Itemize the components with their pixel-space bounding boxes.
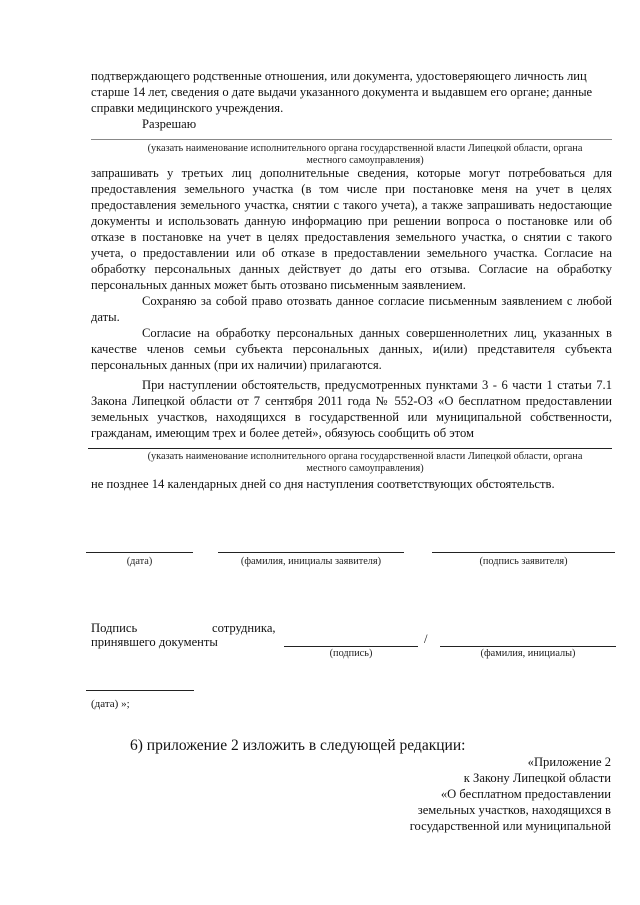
consent-paragraph: запрашивать у третьих лиц дополнительные сведения, которые могут потребоваться для предоставления земельного участка (в том числе при постановке меня на учет в целях предоставления земельного участка, снятии с такого учета), а также запрашивать недостающие документы и использовать данную информацию при решении вопроса о постановке или об отказе в постановке на учет в целях предоставления земельного участка, о снятии с такого учета, о предоставлении или об отказе в предоставлении земельного участка. Согласие на обработку персональных данных действует до даты его отзыва. Согласие на обработку персональных данных может быть отозвано письменным заявлением. — [91, 166, 612, 292]
authority-caption — [120, 451, 610, 475]
obligation-block — [91, 377, 612, 441]
employee-name-field-line[interactable] — [440, 646, 616, 647]
final-date-field-line[interactable] — [86, 690, 194, 691]
applicant-name-field-line[interactable] — [218, 552, 404, 553]
text-line: подтверждающего родственные отношения, или документа, удостоверяющего личность лиц — [91, 69, 587, 83]
employee-label: принявшего документы — [91, 635, 218, 649]
date-field-line[interactable] — [86, 552, 193, 553]
amendment-item: 6) приложение 2 изложить в следующей редакции: — [130, 737, 466, 754]
consent-block — [91, 165, 612, 373]
applicant-signature-caption: (подпись заявителя) — [479, 556, 568, 567]
consent-paragraph: Согласие на обработку персональных данных совершеннолетних лиц, указанных в качестве членов семьи субъекта персональных данных, и(или) представителя субъекта персональных данных (при их наличии) прилагаются. — [91, 326, 612, 372]
applicant-signature-field-line[interactable] — [432, 552, 615, 553]
appendix-header-line: «Приложение 2 — [527, 755, 611, 769]
appendix-header-line: «О бесплатном предоставлении — [440, 787, 611, 801]
consent-paragraph: Сохраняю за собой право отозвать данное согласие письменным заявлением с любой даты. — [91, 294, 612, 324]
caption-line: местного самоуправления) — [306, 463, 424, 474]
permit-label: Разрешаю — [142, 117, 197, 131]
appendix-header-line: к Закону Липецкой области — [463, 771, 611, 785]
appendix-header-line: государственной или муниципальной — [409, 819, 611, 833]
caption-line: (указать наименование исполнительного органа государственной власти Липецкой области, органа — [147, 143, 583, 154]
obligation-paragraph: При наступлении обстоятельств, предусмотренных пунктами 3 - 6 части 1 статьи 7.1 Закона Липецкой области от 7 сентября 2011 года № 552-ОЗ «О бесплатном предоставлении земельных участков, находящихся в государственной или муниципальной собственности, гражданам, имеющим трех и более детей», обязуюсь сообщить об этом — [91, 378, 612, 440]
appendix-header — [311, 754, 611, 834]
authority-caption — [120, 143, 610, 167]
authority-blank-line — [88, 448, 612, 449]
employee-name-caption: (фамилия, инициалы) — [480, 648, 576, 659]
text-line: старше 14 лет, сведения о дате выдачи указанного документа и выдавшем его органе; данные — [91, 85, 593, 99]
caption-line: (указать наименование исполнительного органа государственной власти Липецкой области, органа — [147, 451, 583, 462]
deadline-text: не позднее 14 календарных дней со дня наступления соответствующих обстоятельств. — [91, 477, 555, 491]
final-date-caption: (дата) »; — [91, 698, 130, 710]
applicant-name-caption: (фамилия, инициалы заявителя) — [240, 556, 382, 567]
authority-blank-line — [91, 139, 612, 140]
employee-signature-field-line[interactable] — [284, 646, 418, 647]
employee-signature-caption: (подпись) — [329, 648, 373, 659]
employee-label-word: Подпись — [91, 621, 138, 635]
appendix-header-line: земельных участков, находящихся в — [417, 803, 611, 817]
text-line: справки медицинского учреждения. — [91, 101, 284, 115]
caption-line: местного самоуправления) — [306, 155, 424, 166]
date-caption: (дата) — [126, 556, 153, 567]
slash-separator: / — [424, 632, 428, 646]
employee-label-word: сотрудника, — [212, 621, 276, 635]
